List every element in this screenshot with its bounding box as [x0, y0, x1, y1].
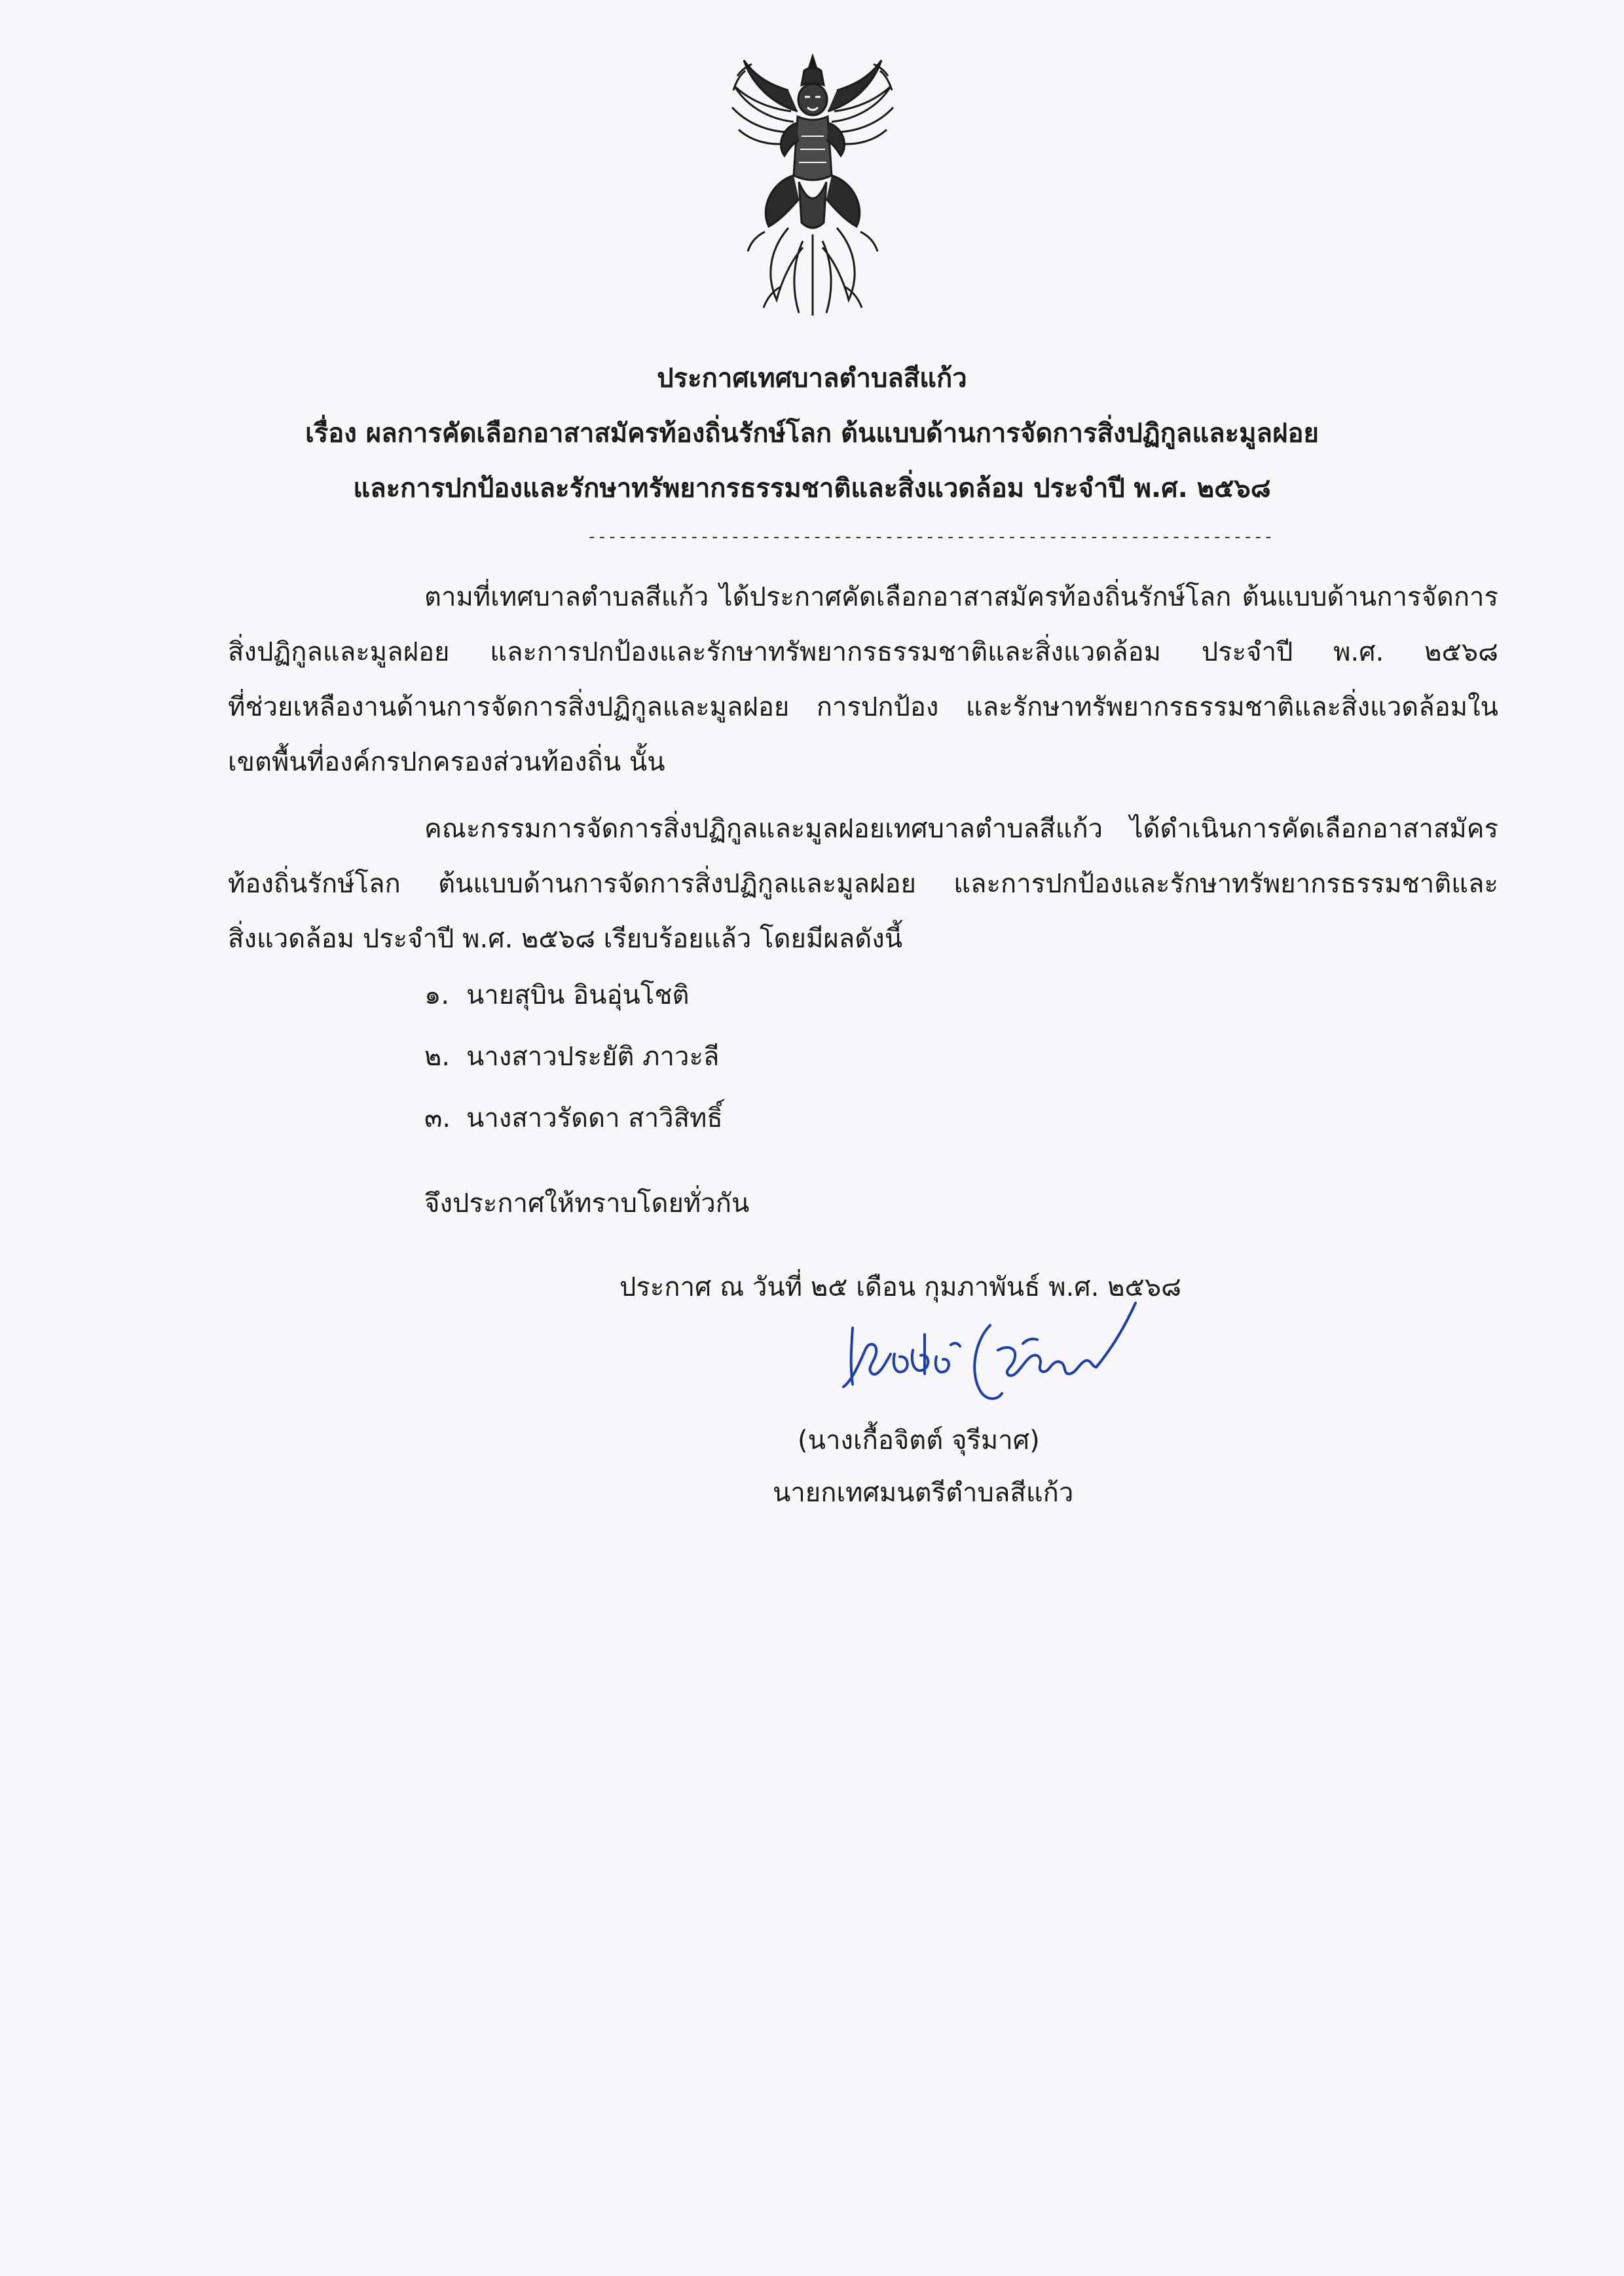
paragraph-1-line-1: ตามที่เทศบาลตำบลสีแก้ว ได้ประกาศคัดเลือกอาสาสมัครท้องถิ่นรักษ์โลก ต้นแบบด้านการจัดการ — [424, 582, 1498, 612]
result-number: ๒. — [424, 1042, 451, 1072]
announcement-date: ประกาศ ณ วันที่ ๒๕ เดือน กุมภาพันธ์ พ.ศ. ๒๕๖๘ — [619, 1272, 1181, 1302]
separator-line: ------------------------------------------------------------------- — [587, 527, 1274, 547]
announcement-title: ประกาศเทศบาลตำบลสีแก้ว — [657, 363, 967, 394]
garuda-emblem-icon — [726, 51, 900, 320]
result-item — [424, 1037, 719, 1076]
result-item — [424, 1099, 723, 1138]
result-name: นายสุบิน อินอุ่นโชติ — [466, 980, 690, 1010]
result-name: นางสาวประยัติ ภาวะลี — [466, 1042, 720, 1072]
signer-name: (นางเกื้อจิตต์ จุรีมาศ) — [798, 1425, 1040, 1456]
paragraph-1-line-4: เขตพื้นที่องค์กรปกครองส่วนท้องถิ่น นั้น — [228, 747, 665, 777]
paragraph-2-line-1: คณะกรรมการจัดการสิ่งปฏิกูลและมูลฝอยเทศบาลตำบลสีแก้ว ได้ดำเนินการคัดเลือกอาสาสมัคร — [424, 814, 1498, 844]
signer-position: นายกเทศมนตรีตำบลสีแก้ว — [773, 1478, 1074, 1508]
result-number: ๑. — [424, 980, 450, 1010]
paragraph-1-line-2: สิ่งปฏิกูลและมูลฝอย และการปกป้องและรักษาทรัพยากรธรรมชาติและสิ่งแวดล้อม ประจำปี พ.ศ. ๒๕๖๘ — [228, 637, 1498, 667]
paragraph-2-line-3: สิ่งแวดล้อม ประจำปี พ.ศ. ๒๕๖๘ เรียบร้อยแล้ว โดยมีผลดังนี้ — [228, 924, 903, 954]
paragraph-1-line-3: ที่ช่วยเหลืองานด้านการจัดการสิ่งปฏิกูลและมูลฝอย การปกป้อง และรักษาทรัพยากรธรรมชาติและสิ่งแวดล้อมใน — [228, 692, 1498, 722]
paragraph-2-line-2: ท้องถิ่นรักษ์โลก ต้นแบบด้านการจัดการสิ่งปฏิกูลและมูลฝอย และการปกป้องและรักษาทรัพยากรธรรมชาติและ — [228, 869, 1498, 899]
result-number: ๓. — [424, 1103, 451, 1133]
subject-line-1: เรื่อง ผลการคัดเลือกอาสาสมัครท้องถิ่นรักษ์โลก ต้นแบบด้านการจัดการสิ่งปฏิกูลและมูลฝอย — [305, 418, 1319, 449]
signature-icon — [826, 1289, 1138, 1409]
closing-statement: จึงประกาศให้ทราบโดยทั่วกัน — [424, 1188, 750, 1219]
result-item — [424, 976, 689, 1015]
subject-line-2: และการปกป้องและรักษาทรัพยากรธรรมชาติและสิ่งแวดล้อม ประจำปี พ.ศ. ๒๕๖๘ — [353, 473, 1271, 504]
result-name: นางสาวรัดดา สาวิสิทธิ์ — [466, 1103, 723, 1133]
